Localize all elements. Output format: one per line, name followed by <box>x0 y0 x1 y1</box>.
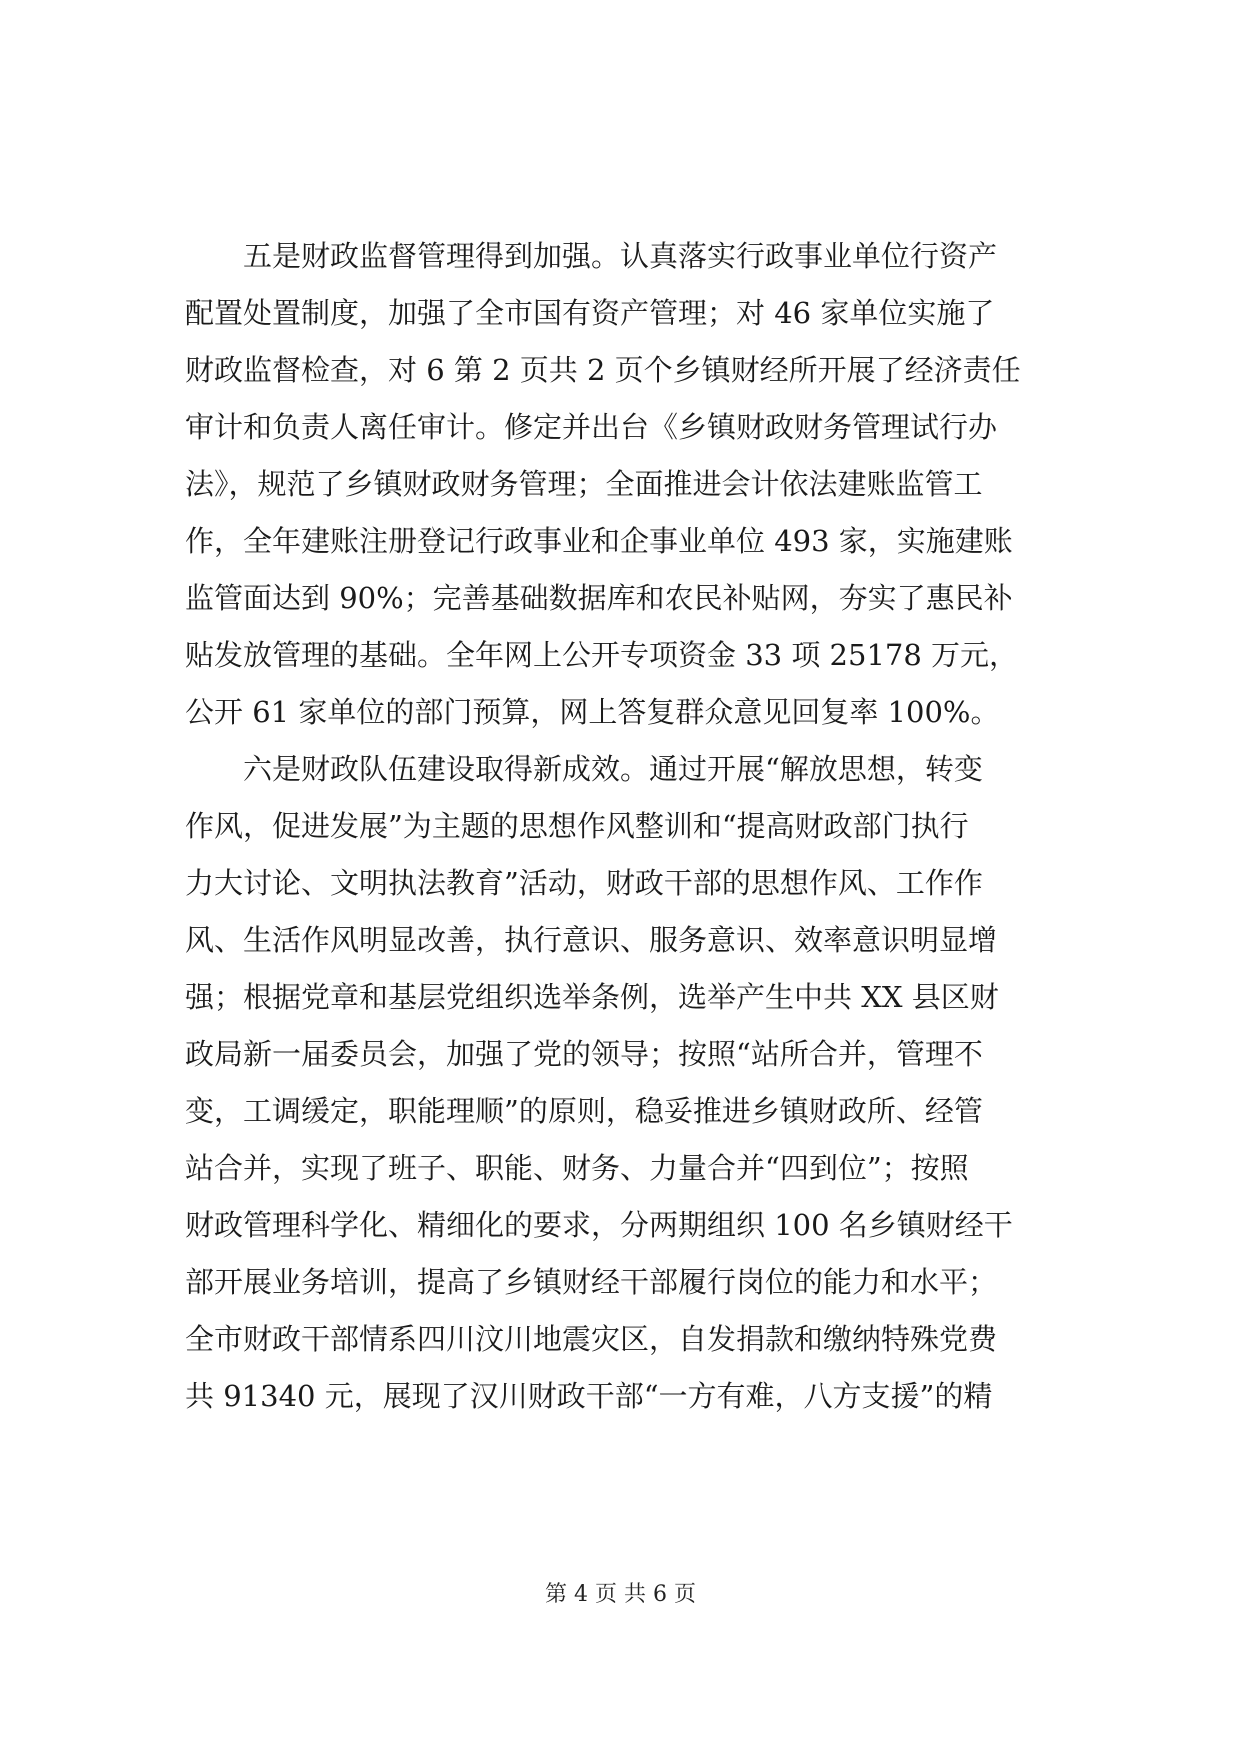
text-line: 变，工调缓定，职能理顺”的原则，稳妥推进乡镇财政所、经管 <box>185 1094 983 1128</box>
text-line: 配置处置制度，加强了全市国有资产管理；对 46 家单位实施了 <box>185 296 995 330</box>
page-footer <box>0 1582 1241 1608</box>
text-line: 财政管理科学化、精细化的要求，分两期组织 100 名乡镇财经干 <box>185 1208 1013 1242</box>
text-line: 审计和负责人离任审计。修定并出台《乡镇财政财务管理试行办 <box>185 410 998 444</box>
text-line: 五是财政监督管理得到加强。认真落实行政事业单位行资产 <box>243 239 998 273</box>
text-line: 力大讨论、文明执法教育”活动，财政干部的思想作风、工作作 <box>185 866 983 900</box>
text-line: 共 91340 元，展现了汉川财政干部“一方有难，八方支援”的精 <box>185 1379 993 1413</box>
text-line: 作，全年建账注册登记行政事业和企事业单位 493 家，实施建账 <box>185 524 1013 558</box>
text-line: 公开 61 家单位的部门预算，网上答复群众意见回复率 100%。 <box>185 695 1000 729</box>
text-line: 站合并，实现了班子、职能、财务、力量合并“四到位”；按照 <box>185 1151 969 1185</box>
text-line: 部开展业务培训，提高了乡镇财经干部履行岗位的能力和水平； <box>185 1265 998 1299</box>
text-line: 法》，规范了乡镇财政财务管理；全面推进会计依法建账监管工 <box>185 467 983 501</box>
text-line: 财政监督检查，对 6 第 2 页共 2 页个乡镇财经所开展了经济责任 <box>185 353 1021 387</box>
text-line: 作风，促进发展”为主题的思想作风整训和“提高财政部门执行 <box>185 809 969 843</box>
text-line: 政局新一届委员会，加强了党的领导；按照“站所合并，管理不 <box>185 1037 983 1071</box>
text-line: 风、生活作风明显改善，执行意识、服务意识、效率意识明显增 <box>185 923 998 957</box>
page-number-label: 第 4 页 共 6 页 <box>545 1582 696 1607</box>
text-line: 全市财政干部情系四川汶川地震灾区，自发捐款和缴纳特殊党费 <box>185 1322 998 1356</box>
paragraph-6 <box>185 741 1085 1425</box>
text-line: 监管面达到 90%；完善基础数据库和农民补贴网，夯实了惠民补 <box>185 581 1013 615</box>
paragraph-5 <box>185 228 1085 741</box>
body-text <box>185 228 1085 1425</box>
text-line: 贴发放管理的基础。全年网上公开专项资金 33 项 25178 万元， <box>185 638 1019 672</box>
text-line: 强；根据党章和基层党组织选举条例，选举产生中共 XX 县区财 <box>185 980 999 1014</box>
text-line: 六是财政队伍建设取得新成效。通过开展“解放思想，转变 <box>243 752 983 786</box>
